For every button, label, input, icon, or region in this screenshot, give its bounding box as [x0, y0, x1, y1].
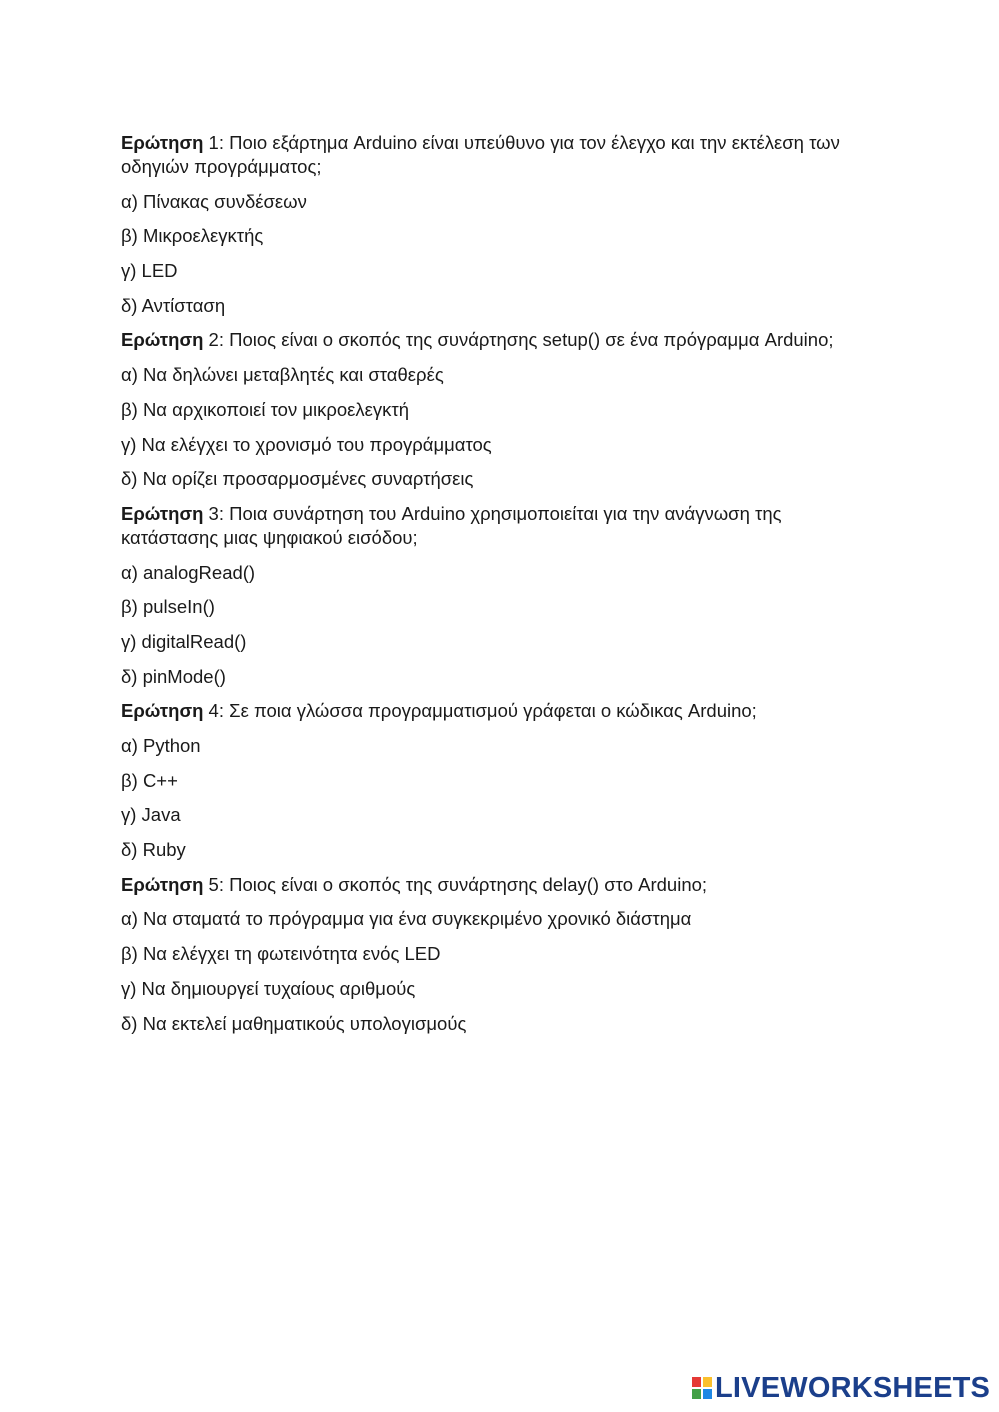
- option-2c: γ) Να ελέγχει το χρονισμό του προγράμματος: [121, 433, 492, 455]
- question-text: 2: Ποιος είναι ο σκοπός της συνάρτησης setup() σε ένα πρόγραμμα Arduino;: [203, 329, 834, 351]
- question-2: [121, 328, 861, 352]
- option-4c: γ) Java: [121, 804, 181, 826]
- liveworksheets-logo-text: LIVEWORKSHEETS: [715, 1372, 991, 1404]
- question-text: 5: Ποιος είναι ο σκοπός της συνάρτησης delay() στο Arduino;: [203, 873, 708, 895]
- option-5a: α) Να σταματά το πρόγραμμα για ένα συγκεκριμένο χρονικό διάστημα: [121, 908, 692, 930]
- liveworksheets-logo[interactable]: [692, 1372, 990, 1404]
- option-2d: δ) Να ορίζει προσαρμοσμένες συναρτήσεις: [121, 468, 474, 490]
- option-5c: γ) Να δημιουργεί τυχαίους αριθμούς: [121, 977, 416, 999]
- option-1c: γ) LED: [121, 260, 178, 282]
- question-label: Ερώτηση: [121, 700, 204, 722]
- option-1a: α) Πίνακας συνδέσεων: [121, 190, 307, 212]
- option-5b: β) Να ελέγχει τη φωτεινότητα ενός LED: [121, 943, 441, 965]
- question-text: 4: Σε ποια γλώσσα προγραμματισμού γράφεται ο κώδικας Arduino;: [203, 700, 757, 722]
- option-3a: α) analogRead(): [121, 561, 256, 583]
- question-list: [121, 131, 861, 1046]
- option-3c: γ) digitalRead(): [121, 630, 247, 652]
- question-4: [121, 699, 861, 723]
- question-label: Ερώτηση: [121, 329, 204, 351]
- liveworksheets-logo-icon: [692, 1377, 712, 1399]
- option-5d: δ) Να εκτελεί μαθηματικούς υπολογισμούς: [121, 1012, 467, 1034]
- question-text: 1: Ποιο εξάρτημα Arduino είναι υπεύθυνο για τον έλεγχο και την εκτέλεση των οδηγιών προγράμματος;: [121, 132, 840, 177]
- option-2b: β) Να αρχικοποιεί τον μικροελεγκτή: [121, 398, 410, 420]
- option-4a: α) Python: [121, 735, 201, 756]
- option-3d: δ) pinMode(): [121, 665, 226, 687]
- question-label: Ερώτηση: [121, 502, 204, 524]
- question-1: [121, 131, 861, 179]
- question-5: [121, 873, 861, 897]
- option-4b: β) C++: [121, 769, 178, 791]
- option-1d: δ) Αντίσταση: [121, 294, 226, 316]
- option-2a: α) Να δηλώνει μεταβλητές και σταθερές: [121, 364, 444, 386]
- question-label: Ερώτηση: [121, 873, 204, 895]
- option-3b: β) pulseIn(): [121, 596, 215, 618]
- option-4d: δ) Ruby: [121, 839, 186, 861]
- question-label: Ερώτηση: [121, 132, 204, 153]
- question-3: [121, 502, 861, 550]
- option-1b: β) Μικροελεγκτής: [121, 225, 264, 247]
- question-text: 3: Ποια συνάρτηση του Arduino χρησιμοποιείται για την ανάγνωση της κατάστασης μιας ψηφιακού εισόδου;: [121, 502, 782, 548]
